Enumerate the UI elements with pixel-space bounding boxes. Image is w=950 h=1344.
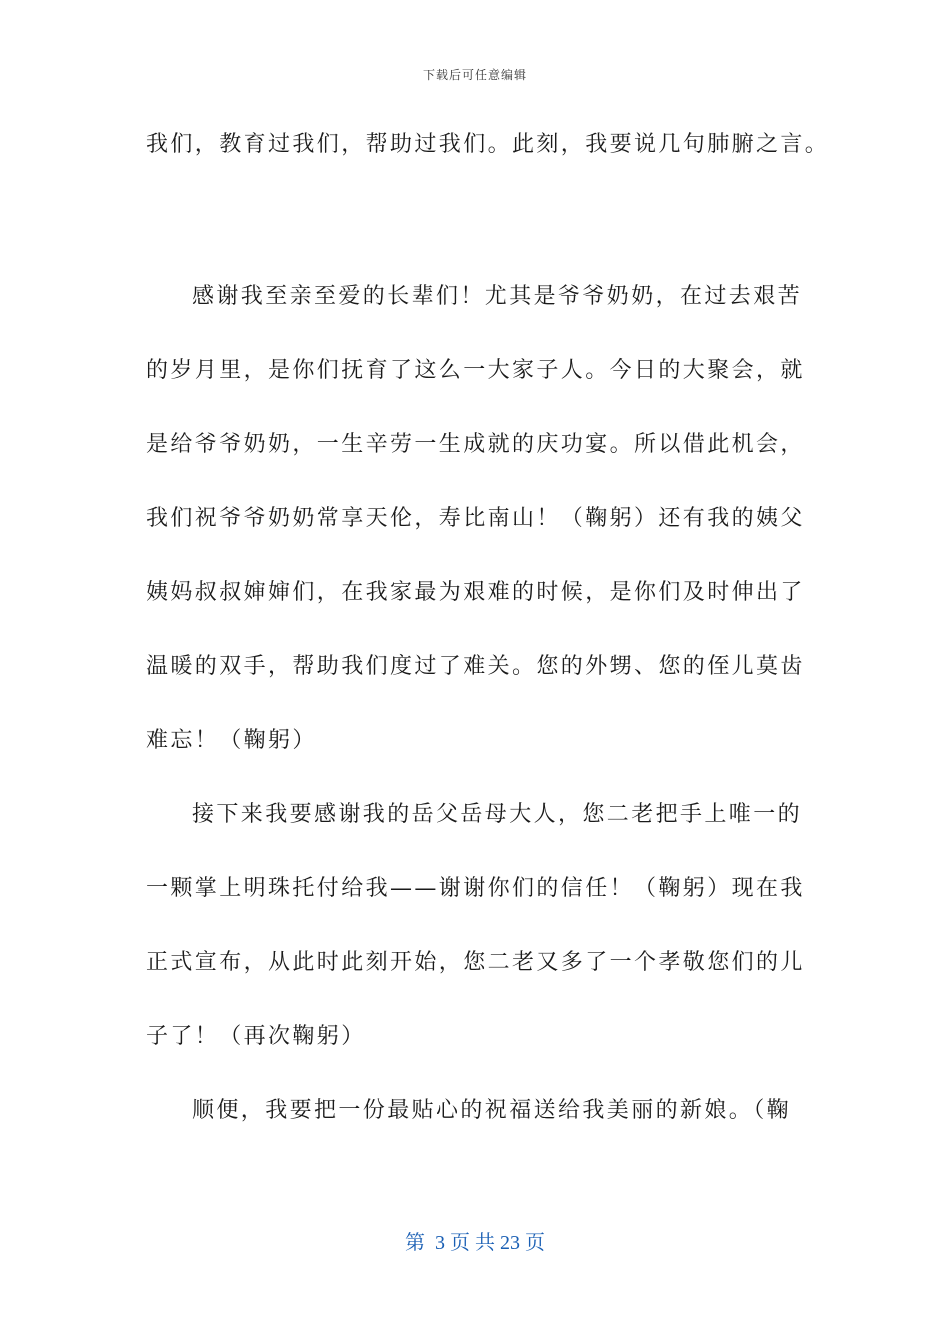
paragraph-start-line: 感谢我至亲至爱的长辈们！尤其是爷爷奶奶，在过去艰苦 <box>192 284 803 309</box>
text-line: 正式宣布，从此时此刻开始，您二老又多了一个孝敬您们的儿 <box>146 950 805 975</box>
text-line: 我们祝爷爷奶奶常享天伦，寿比南山！（鞠躬）还有我的姨父 <box>146 506 805 531</box>
page-number-footer: 第 3 页 共 23 页 <box>405 1232 545 1254</box>
text-line: 的岁月里，是你们抚育了这么一大家子人。今日的大聚会，就 <box>146 358 805 383</box>
text-line: 温暖的双手，帮助我们度过了难关。您的外甥、您的侄儿莫齿 <box>146 654 805 679</box>
text-line: 姨妈叔叔婶婶们，在我家最为艰难的时候，是你们及时伸出了 <box>146 580 805 605</box>
text-line: 是给爷爷奶奶，一生辛劳一生成就的庆功宴。所以借此机会， <box>146 432 805 457</box>
paragraph-start-line: 接下来我要感谢我的岳父岳母大人，您二老把手上唯一的 <box>192 802 803 827</box>
text-line: 子了！（再次鞠躬） <box>146 1024 366 1049</box>
page-header: 下载后可任意编辑 <box>422 68 527 82</box>
text-line: 我们，教育过我们，帮助过我们。此刻，我要说几句肺腑之言。 <box>146 132 830 157</box>
text-line: 难忘！（鞠躬） <box>146 728 317 753</box>
text-line: 一颗掌上明珠托付给我——谢谢你们的信任！（鞠躬）现在我 <box>146 876 805 901</box>
paragraph-start-line: 顺便，我要把一份最贴心的祝福送给我美丽的新娘。（鞠 <box>192 1098 792 1123</box>
